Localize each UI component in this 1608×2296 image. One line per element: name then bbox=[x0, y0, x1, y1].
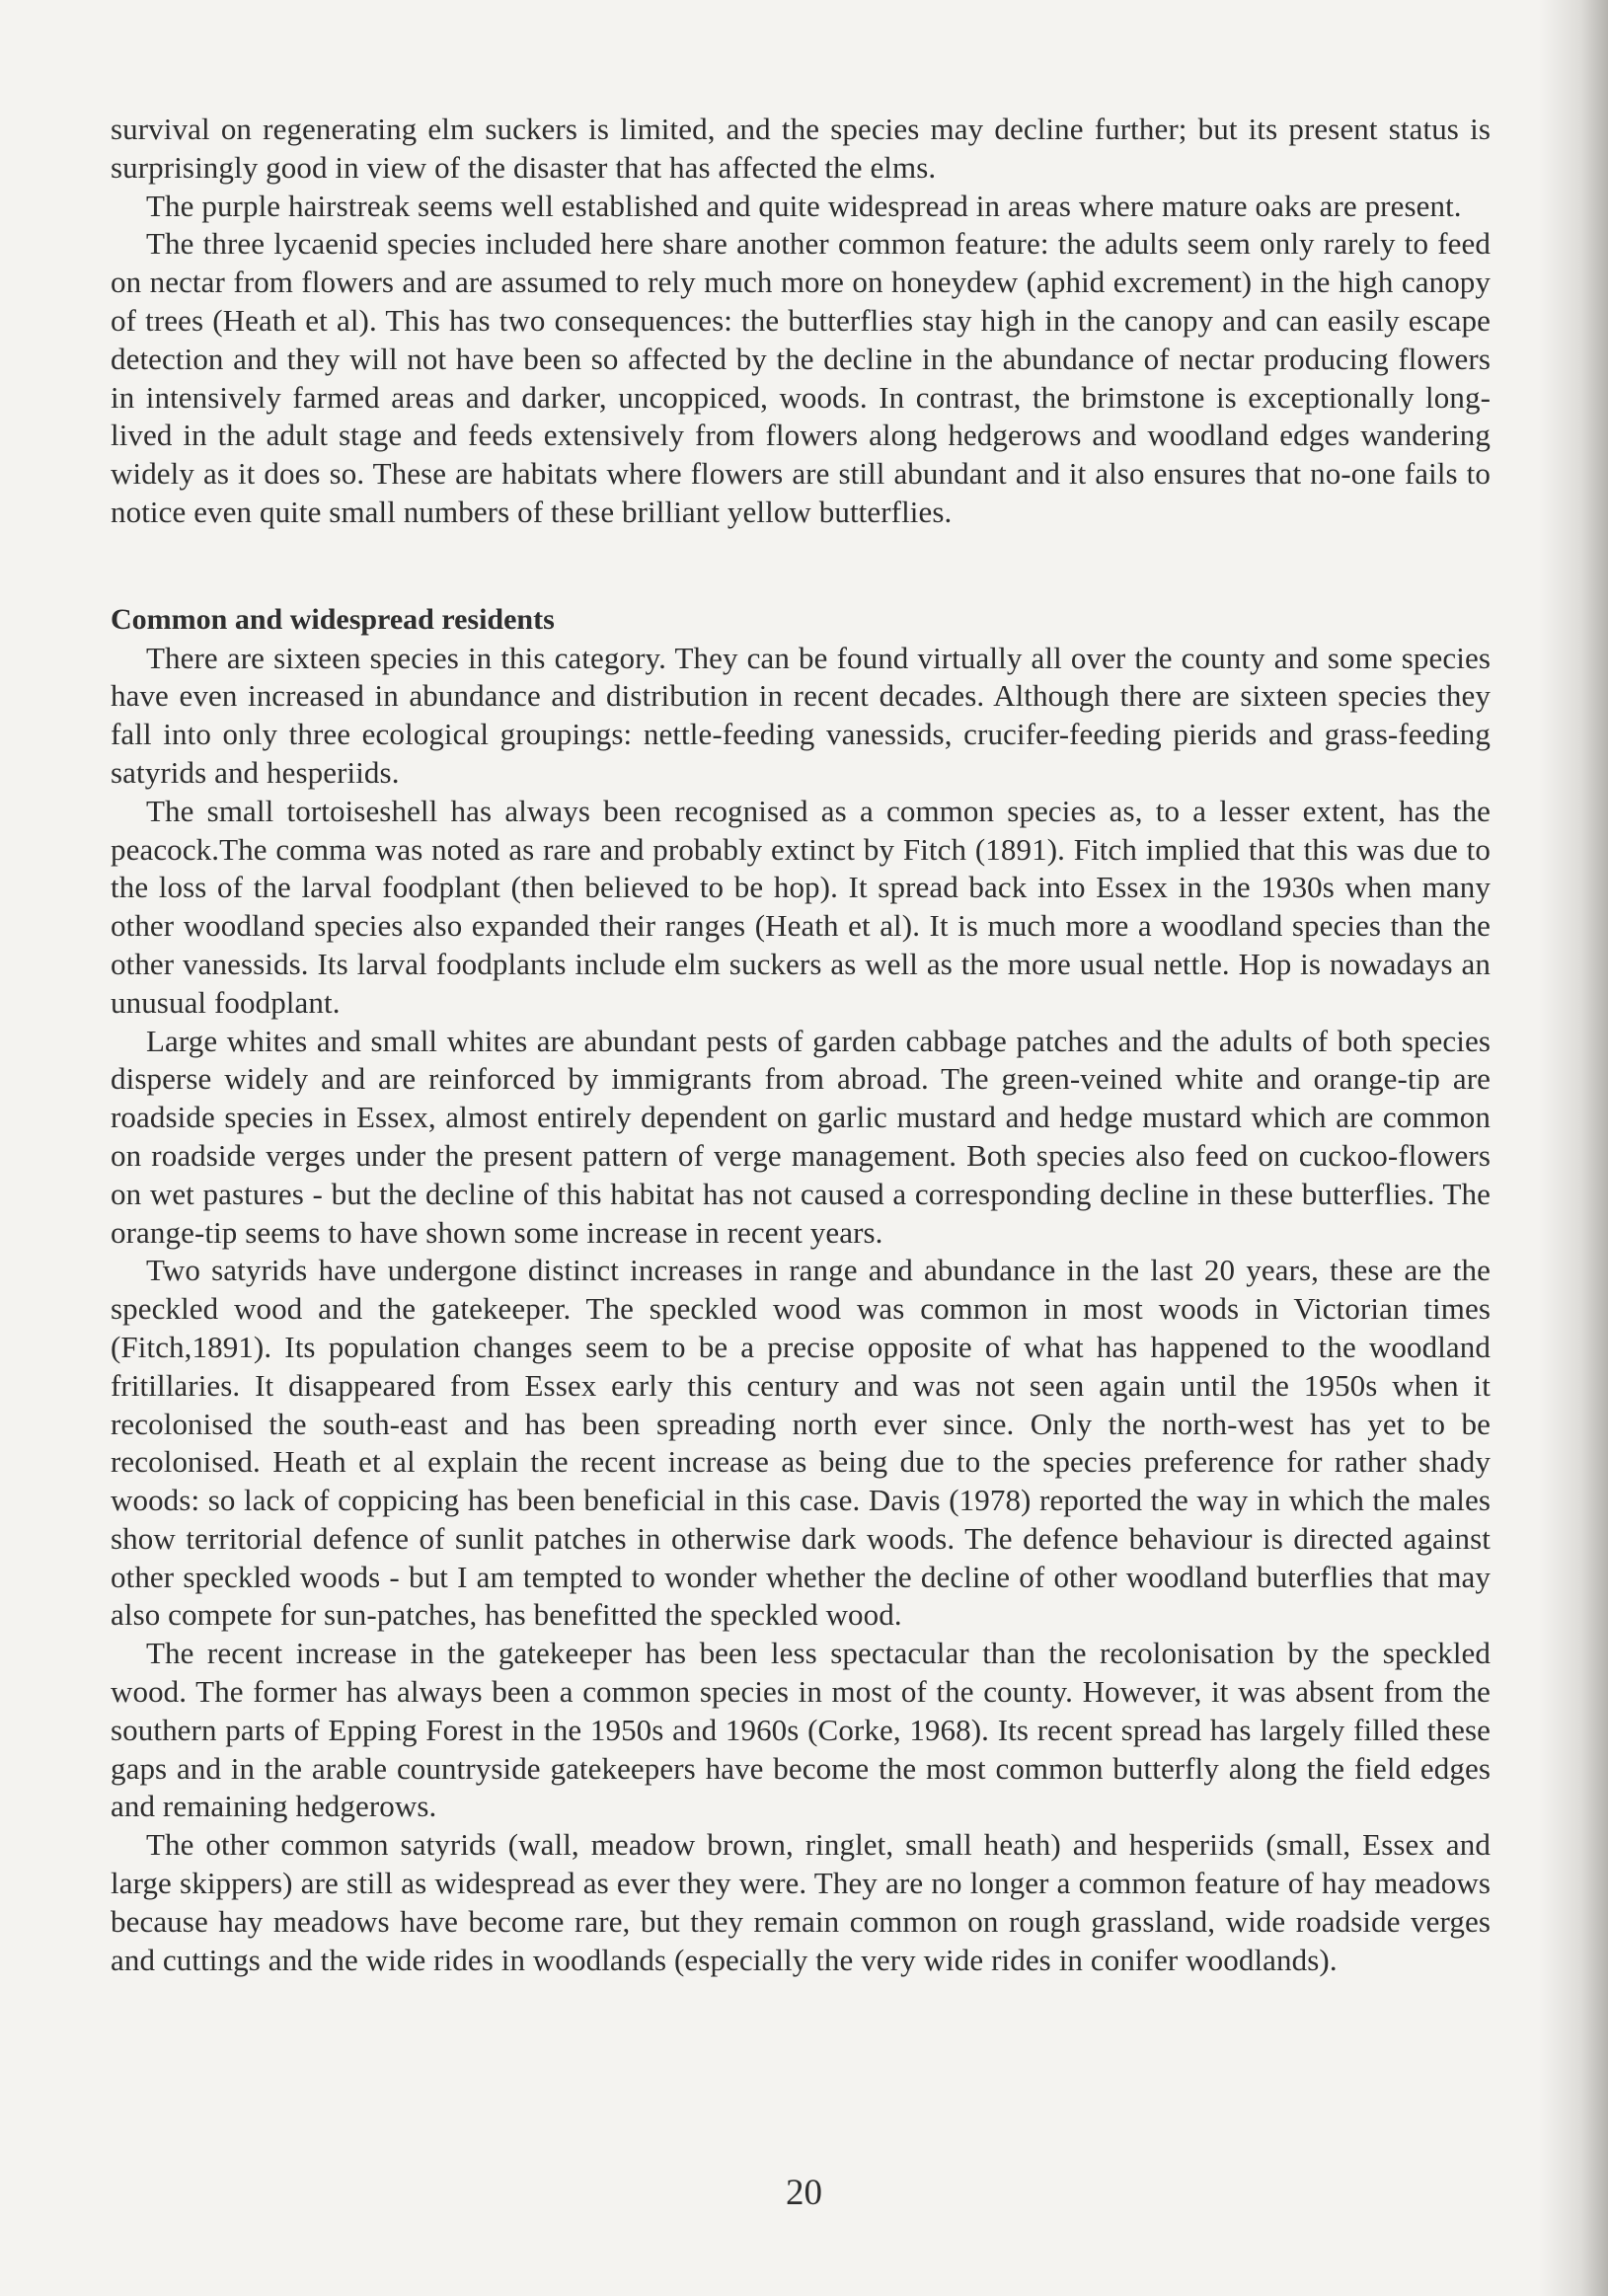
paragraph-other-satyrids: The other common satyrids (wall, meadow brown, ringlet, small heath) and hesperiids (small, Essex and large skippers) are still as widespread as ever they were. They are no longer a common feature of hay meadows because hay meadows have become rare, but they remain common on rough grassland, wide roadside verges and cuttings and the wide rides in woodlands (especially the very wide rides in conifer woodlands). bbox=[111, 1827, 1491, 1977]
paragraph-continued: survival on regenerating elm suckers is limited, and the species may decline further; but its present status is surprisingly good in view of the disaster that has affected the elms. bbox=[111, 112, 1491, 185]
section-heading: Common and widespread residents bbox=[111, 602, 555, 636]
paragraph-small-tortoiseshell: The small tortoiseshell has always been recognised as a common species as, to a lesser extent, has the peacock.The comma was noted as rare and probably extinct by Fitch (1891). Fitch implied that this was due to the loss of the larval foodplant (then believed to be hop). It spread back into Essex in the 1930s when many other woodland species also expanded their ranges (Heath et al). It is much more a woodland species than the other vanessids. Its larval foodplants include elm suckers as well as the more usual nettle. Hop is nowadays an unusual foodplant. bbox=[111, 793, 1491, 1020]
paragraph-satyrids: Two satyrids have undergone distinct increases in range and abundance in the last 20 years, these are the speckled wood and the gatekeeper. The speckled wood was common in most woods in Victorian times (Fitch,1891). Its population changes seem to be a precise opposite of what has happened to the woodland fritillaries. It disappeared from Essex early this century and was not seen again until the 1950s when it recolonised the south-east and has been spreading north ever since. Only the north-west has yet to be recolonised. Heath et al explain the recent increase as being due to the species preference for rather shady woods: so lack of coppicing has been beneficial in this case. Davis (1978) reported the way in which the males show territorial defence of sunlit patches in otherwise dark woods. The defence behaviour is directed against other speckled woods - but I am tempted to wonder whether the decline of other woodland buterflies that may also compete for sun-patches, has benefitted the speckled wood. bbox=[111, 1253, 1491, 1633]
paragraph-sixteen-species: There are sixteen species in this category. They can be found virtually all over the county and some species have even increased in abundance and distribution in recent decades. Although there are sixteen species they fall into only three ecological groupings: nettle-feeding vanessids, crucifer-feeding pierids and grass-feeding satyrids and hesperiids. bbox=[111, 640, 1491, 790]
paragraph-purple-hairstreak: The purple hairstreak seems well established and quite widespread in areas where mature oaks are present. bbox=[146, 188, 1462, 223]
paragraph-whites: Large whites and small whites are abundant pests of garden cabbage patches and the adults of both species disperse widely and are reinforced by immigrants from abroad. The green-veined white and orange-tip are roadside species in Essex, almost entirely dependent on garlic mustard and hedge mustard which are common on roadside verges under the present pattern of verge management. Both species also feed on cuckoo-flowers on wet pastures - but the decline of this habitat has not caused a corresponding decline in these butterflies. The orange-tip seems to have shown some increase in recent years. bbox=[111, 1023, 1491, 1250]
page-number: 20 bbox=[786, 2173, 822, 2213]
paragraph-lycaenid-species: The three lycaenid species included here share another common feature: the adults seem only rarely to feed on nectar from flowers and are assumed to rely much more on honeydew (aphid excrement) in the high canopy of trees (Heath et al). This has two consequences: the butterflies stay high in the canopy and can easily escape detection and they will not have been so affected by the decline in the abundance of nectar producing flowers in intensively farmed areas and darker, uncoppiced, woods. In contrast, the brimstone is exceptionally long-lived in the adult stage and feeds extensively from flowers along hedgerows and woodland edges wandering widely as it does so. These are habitats where flowers are still abundant and it also ensures that no-one fails to notice even quite small numbers of these brilliant yellow butterflies. bbox=[111, 226, 1491, 529]
page-content bbox=[111, 111, 1491, 1979]
paragraph-gatekeeper: The recent increase in the gatekeeper has been less spectacular than the recolonisation by the speckled wood. The former has always been a common species in most of the county. However, it was absent from the southern parts of Epping Forest in the 1950s and 1960s (Corke, 1968). Its recent spread has largely filled these gaps and in the arable countryside gatekeepers have become the most common butterfly along the field edges and remaining hedgerows. bbox=[111, 1636, 1491, 1824]
page-edge-shadow bbox=[1539, 0, 1608, 2296]
